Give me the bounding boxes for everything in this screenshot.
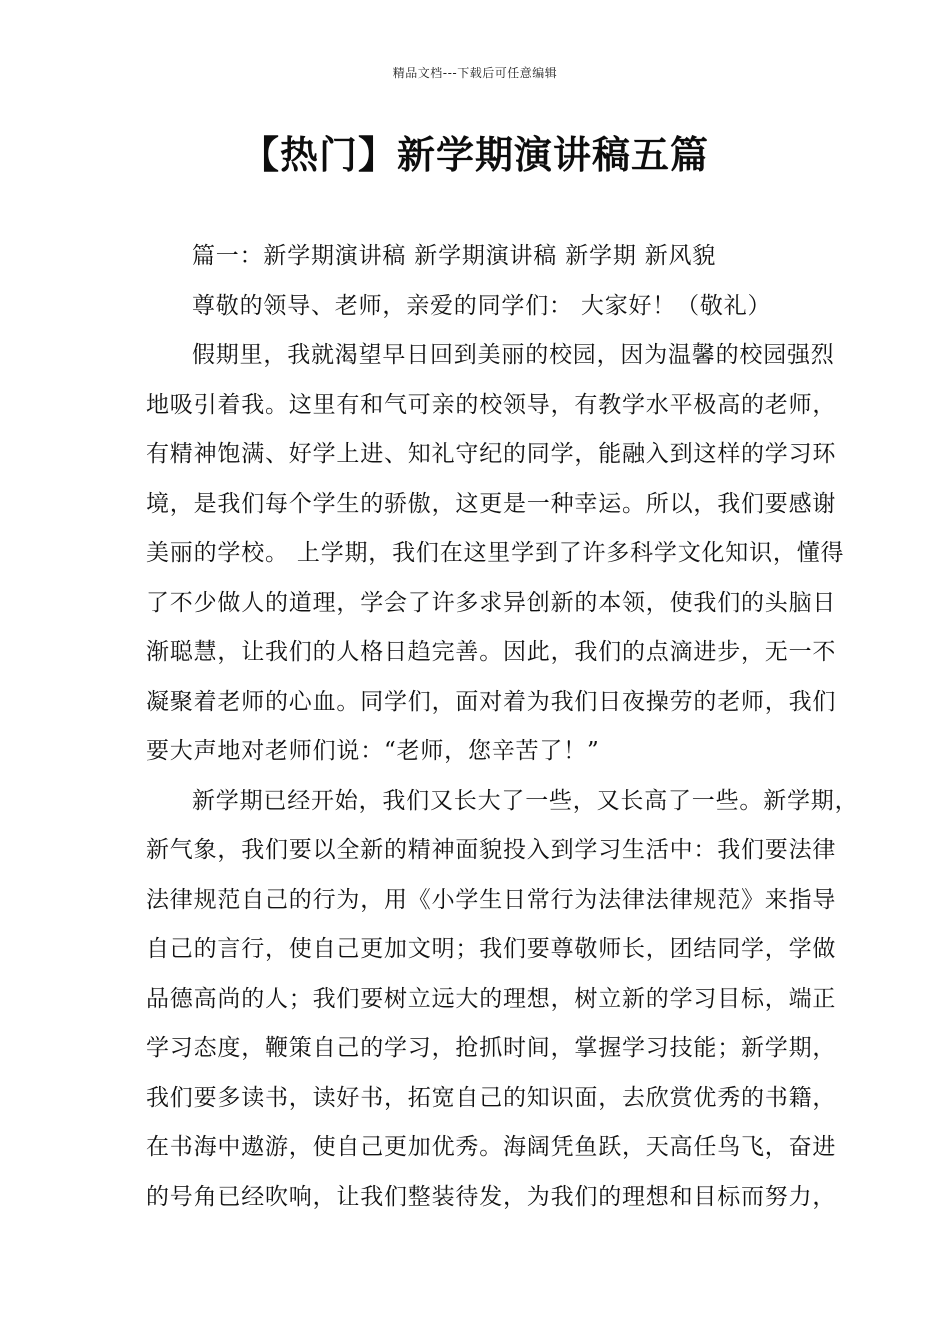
text-line: 我们要多读书，读好书，拓宽自己的知识面，去欣赏优秀的书籍， — [146, 1084, 837, 1111]
document-body — [146, 232, 859, 1222]
text-line: 品德高尚的人；我们要树立远大的理想，树立新的学习目标，端正 — [146, 985, 837, 1012]
text-line: 要大声地对老师们说：“老师，您辛苦了！” — [146, 738, 600, 764]
text-line: 美丽的学校。 上学期，我们在这里学到了许多科学文化知识，懂得 — [146, 540, 845, 566]
page-header: 精品文档---下载后可任意编辑 — [392, 66, 558, 80]
text-line: 篇一：新学期演讲稿 新学期演讲稿 新学期 新风貌 — [192, 243, 717, 269]
text-line: 地吸引着我。这里有和气可亲的校领导，有教学水平极高的老师， — [146, 391, 837, 418]
text-line: 在书海中遨游，使自己更加优秀。海阔凭鱼跃，天高任鸟飞，奋进 — [146, 1134, 837, 1160]
text-line: 渐聪慧，让我们的人格日趋完善。因此，我们的点滴进步，无一不 — [146, 639, 837, 665]
text-line: 凝聚着老师的心血。同学们，面对着为我们日夜操劳的老师，我们 — [146, 688, 837, 715]
text-line: 了不少做人的道理，学会了许多求异创新的本领，使我们的头脑日 — [146, 589, 837, 616]
text-line: 新气象，我们要以全新的精神面貌投入到学习生活中：我们要法律 — [146, 837, 837, 863]
document-title: 【热门】新学期演讲稿五篇 — [240, 133, 709, 177]
text-line: 的号角已经吹响，让我们整装待发，为我们的理想和目标而努力， — [146, 1183, 837, 1210]
text-line: 法律规范自己的行为，用《小学生日常行为法律法律规范》来指导 — [146, 886, 837, 913]
text-line: 有精神饱满、好学上进、知礼守纪的同学，能融入到这样的学习环 — [146, 441, 837, 467]
text-line: 假期里，我就渴望早日回到美丽的校园，因为温馨的校园强烈 — [192, 342, 835, 368]
text-line: 学习态度，鞭策自己的学习，抢抓时间，掌握学习技能；新学期， — [146, 1035, 837, 1061]
text-line: 自己的言行，使自己更加文明；我们要尊敬师长，团结同学，学做 — [146, 936, 837, 962]
text-line: 尊敬的领导、老师，亲爱的同学们： 大家好！（敬礼） — [192, 292, 772, 319]
text-line: 新学期已经开始，我们又长大了一些，又长高了一些。新学期， — [192, 787, 859, 814]
text-line: 境，是我们每个学生的骄傲，这更是一种幸运。所以，我们要感谢 — [146, 490, 837, 517]
